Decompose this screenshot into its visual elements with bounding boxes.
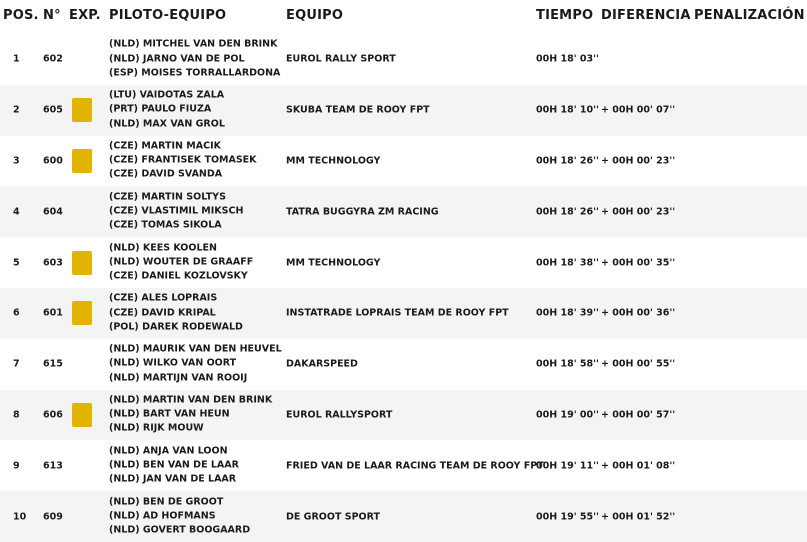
experience-badge-icon	[72, 301, 92, 325]
crew-member: (NLD) WILKO VAN OORT	[109, 358, 237, 370]
table-header	[0, 0, 807, 34]
time-difference: + 00H 00' 57''	[601, 409, 676, 421]
stage-time: 00H 19' 00''	[536, 409, 599, 421]
position: 8	[13, 409, 20, 421]
team-name: TATRA BUGGYRA ZM RACING	[286, 206, 439, 218]
crew-member: (NLD) JARNO VAN DE POL	[109, 53, 245, 65]
time-difference: + 00H 00' 23''	[601, 155, 676, 167]
stage-time: 00H 18' 10''	[536, 104, 599, 116]
crew-member: (CZE) DAVID KRIPAL	[109, 307, 216, 319]
header-number: N°	[43, 8, 61, 23]
car-number: 602	[43, 53, 63, 65]
table-row	[0, 491, 807, 542]
experience-badge-icon	[72, 149, 92, 173]
car-number: 615	[43, 358, 63, 370]
team-name: EUROL RALLY SPORT	[286, 53, 396, 65]
team-name: MM TECHNOLOGY	[286, 257, 381, 269]
table-row	[0, 237, 807, 288]
table-row	[0, 136, 807, 187]
crew-member: (NLD) WOUTER DE GRAAFF	[109, 256, 254, 268]
car-number: 605	[43, 104, 63, 116]
table-body	[0, 34, 807, 542]
crew-list	[109, 38, 280, 81]
car-number: 601	[43, 307, 63, 319]
crew-member: (NLD) JAN VAN DE LAAR	[109, 473, 237, 485]
stage-time: 00H 18' 39''	[536, 307, 599, 319]
team-name: MM TECHNOLOGY	[286, 155, 381, 167]
experience-badge-icon	[72, 403, 92, 427]
table-row	[0, 440, 807, 491]
car-number: 600	[43, 155, 63, 167]
time-difference: + 00H 01' 08''	[601, 460, 676, 472]
crew-member: (CZE) MARTIN MACIK	[109, 140, 221, 152]
car-number: 603	[43, 257, 63, 269]
header-pilot-team: PILOTO-EQUIPO	[109, 8, 227, 23]
crew-list	[109, 140, 257, 183]
crew-member: (CZE) ALES LOPRAIS	[109, 293, 218, 305]
team-name: INSTATRADE LOPRAIS TEAM DE ROOY FPT	[286, 307, 509, 319]
position: 9	[13, 460, 20, 472]
car-number: 613	[43, 460, 63, 472]
crew-list	[109, 495, 250, 538]
crew-list	[109, 292, 243, 335]
table-row	[0, 288, 807, 339]
crew-member: (LTU) VAIDOTAS ZALA	[109, 89, 225, 101]
header-exp: EXP.	[69, 8, 101, 23]
stage-time: 00H 18' 38''	[536, 257, 599, 269]
position: 6	[13, 307, 20, 319]
experience-badge-icon	[72, 98, 92, 122]
crew-member: (CZE) VLASTIMIL MIKSCH	[109, 205, 244, 217]
table-row	[0, 390, 807, 441]
time-difference: + 00H 00' 07''	[601, 104, 676, 116]
header-difference: DIFERENCIA	[601, 8, 691, 23]
crew-member: (NLD) MARTIJN VAN ROOIJ	[109, 372, 248, 384]
header-time: TIEMPO	[536, 8, 594, 23]
crew-member: (CZE) TOMAS SIKOLA	[109, 219, 222, 231]
car-number: 609	[43, 511, 63, 523]
crew-member: (NLD) RIJK MOUW	[109, 423, 204, 435]
stage-time: 00H 18' 26''	[536, 206, 599, 218]
stage-time: 00H 19' 11''	[536, 460, 599, 472]
table-row	[0, 34, 807, 85]
crew-list	[109, 190, 243, 233]
crew-member: (NLD) MARTIN VAN DEN BRINK	[109, 394, 273, 406]
time-difference: + 00H 00' 35''	[601, 257, 676, 269]
crew-member: (NLD) MAURIK VAN DEN HEUVEL	[109, 343, 282, 355]
crew-member: (CZE) FRANTISEK TOMASEK	[109, 154, 257, 166]
crew-member: (NLD) MAX VAN GROL	[109, 118, 225, 130]
time-difference: + 00H 00' 23''	[601, 206, 676, 218]
crew-member: (NLD) BEN VAN DE LAAR	[109, 459, 239, 471]
position: 5	[13, 257, 20, 269]
position: 1	[13, 53, 20, 65]
position: 3	[13, 155, 20, 167]
crew-member: (NLD) GOVERT BOOGAARD	[109, 524, 251, 536]
crew-member: (NLD) KEES KOOLEN	[109, 242, 217, 254]
crew-list	[109, 89, 225, 132]
team-name: EUROL RALLYSPORT	[286, 409, 393, 421]
header-pos: POS.	[3, 8, 39, 23]
crew-member: (ESP) MOISES TORRALLARDONA	[109, 67, 281, 79]
position: 2	[13, 104, 20, 116]
crew-member: (CZE) DANIEL KOZLOVSKY	[109, 270, 248, 282]
time-difference: + 00H 00' 36''	[601, 307, 676, 319]
crew-member: (NLD) ANJA VAN LOON	[109, 445, 228, 457]
position: 4	[13, 206, 20, 218]
team-name: FRIED VAN DE LAAR RACING TEAM DE ROOY FPT	[286, 460, 544, 472]
stage-time: 00H 18' 03''	[536, 53, 599, 65]
crew-member: (NLD) AD HOFMANS	[109, 510, 216, 522]
table-row	[0, 339, 807, 390]
crew-member: (POL) DAREK RODEWALD	[109, 321, 243, 333]
car-number: 604	[43, 206, 63, 218]
time-difference: + 00H 00' 55''	[601, 358, 676, 370]
crew-member: (NLD) BEN DE GROOT	[109, 496, 224, 508]
crew-member: (PRT) PAULO FIUZA	[109, 104, 212, 116]
stage-time: 00H 19' 55''	[536, 511, 599, 523]
crew-member: (NLD) MITCHEL VAN DEN BRINK	[109, 39, 278, 51]
crew-list	[109, 394, 272, 437]
table-row	[0, 85, 807, 136]
position: 7	[13, 358, 20, 370]
header-penalty: PENALIZACIÓN	[694, 8, 805, 23]
stage-time: 00H 18' 26''	[536, 155, 599, 167]
crew-member: (CZE) DAVID SVANDA	[109, 169, 223, 181]
header-team: EQUIPO	[286, 8, 344, 23]
table-row	[0, 186, 807, 237]
team-name: DE GROOT SPORT	[286, 511, 380, 523]
team-name: DAKARSPEED	[286, 358, 358, 370]
crew-list	[109, 343, 282, 386]
stage-time: 00H 18' 58''	[536, 358, 599, 370]
crew-list	[109, 241, 253, 284]
crew-list	[109, 444, 239, 487]
position: 10	[13, 511, 27, 523]
car-number: 606	[43, 409, 63, 421]
crew-member: (NLD) BART VAN HEUN	[109, 408, 230, 420]
experience-badge-icon	[72, 251, 92, 275]
crew-member: (CZE) MARTIN SOLTYS	[109, 191, 226, 203]
team-name: SKUBA TEAM DE ROOY FPT	[286, 104, 430, 116]
time-difference: + 00H 01' 52''	[601, 511, 676, 523]
